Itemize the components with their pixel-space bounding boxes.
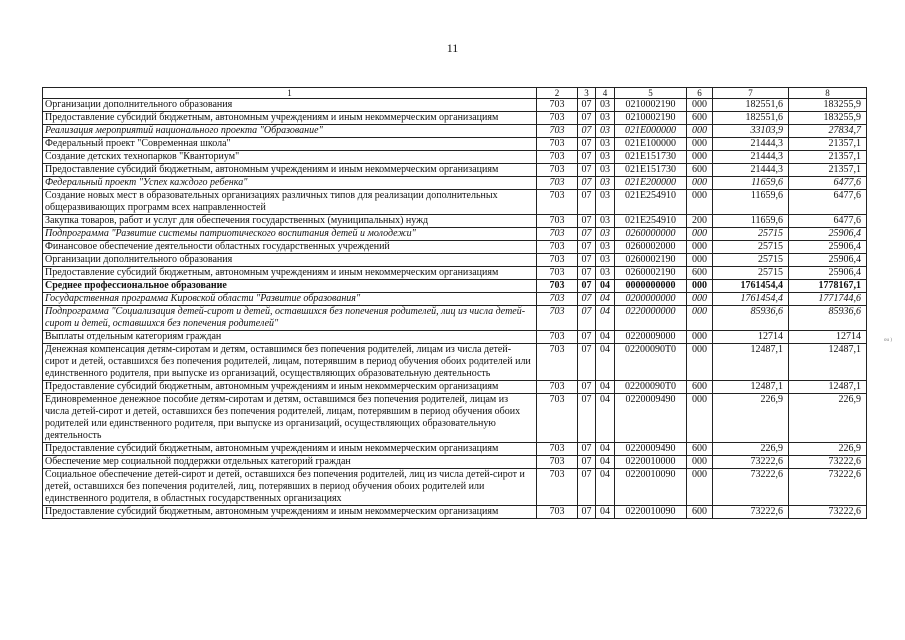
subsection-code-cell: 04 [596, 306, 615, 331]
subsection-code-cell: 04 [596, 344, 615, 381]
amount-year2-cell: 21357,1 [789, 138, 867, 151]
target-item-code-cell: 0220010000 [615, 456, 687, 469]
section-code-cell: 07 [578, 99, 596, 112]
section-code-cell: 07 [578, 254, 596, 267]
target-item-code-cell: 0220009000 [615, 331, 687, 344]
row-name-cell: Выплаты отдельным категориям граждан [43, 331, 537, 344]
amount-year1-cell: 73222,6 [713, 456, 789, 469]
section-code-cell: 07 [578, 125, 596, 138]
table-row [43, 506, 867, 519]
amount-year1-cell: 226,9 [713, 394, 789, 443]
section-code-cell: 07 [578, 331, 596, 344]
amount-year1-cell: 21444,3 [713, 164, 789, 177]
page-number: 11 [446, 41, 459, 55]
amount-year1-cell: 11659,6 [713, 190, 789, 215]
amount-year2-cell: 85936,6 [789, 306, 867, 331]
row-name-cell: Организации дополнительного образования [43, 254, 537, 267]
amount-year2-cell: 73222,6 [789, 469, 867, 506]
row-name-cell: Реализация мероприятий национального проекта "Образование" [43, 125, 537, 138]
table-row [43, 267, 867, 280]
amount-year1-cell: 11659,6 [713, 215, 789, 228]
expense-type-code-cell: 000 [687, 241, 713, 254]
row-name-cell: Среднее профессиональное образование [43, 280, 537, 293]
row-name-cell: Социальное обеспечение детей-сирот и детей, оставшихся без попечения родителей, лиц из числа детей-сирот и детей, оставшихся без попечения родителей, лиц, потерявших в период обучения обоих родителей или единственного родителя, в областных государственных организациях [43, 469, 537, 506]
section-code-cell: 07 [578, 267, 596, 280]
table-row [43, 344, 867, 381]
section-code-cell: 07 [578, 344, 596, 381]
table-row [43, 306, 867, 331]
subsection-code-cell: 03 [596, 112, 615, 125]
amount-year2-cell: 12487,1 [789, 381, 867, 394]
subsection-code-cell: 03 [596, 267, 615, 280]
expense-type-code-cell: 000 [687, 280, 713, 293]
amount-year1-cell: 33103,9 [713, 125, 789, 138]
target-item-code-cell: 021E254910 [615, 190, 687, 215]
amount-year2-cell: 12714 [789, 331, 867, 344]
expense-type-code-cell: 000 [687, 331, 713, 344]
row-name-cell: Предоставление субсидий бюджетным, автономным учреждениям и иным некоммерческим организациям [43, 164, 537, 177]
section-code-cell: 07 [578, 381, 596, 394]
subsection-code-cell: 04 [596, 469, 615, 506]
amount-year1-cell: 182551,6 [713, 112, 789, 125]
section-code-cell: 07 [578, 469, 596, 506]
side-mark: ou ) [884, 338, 892, 343]
table-row [43, 125, 867, 138]
amount-year1-cell: 25715 [713, 241, 789, 254]
target-item-code-cell: 021E200000 [615, 177, 687, 190]
expense-type-code-cell: 200 [687, 215, 713, 228]
amount-year1-cell: 12487,1 [713, 344, 789, 381]
expense-type-code-cell: 600 [687, 443, 713, 456]
subsection-code-cell: 04 [596, 331, 615, 344]
ministry-code-cell: 703 [537, 215, 578, 228]
subsection-code-cell: 03 [596, 177, 615, 190]
ministry-code-cell: 703 [537, 331, 578, 344]
target-item-code-cell: 0260002190 [615, 267, 687, 280]
ministry-code-cell: 703 [537, 99, 578, 112]
table-row [43, 241, 867, 254]
section-code-cell: 07 [578, 215, 596, 228]
row-name-cell: Создание детских технопарков "Кванториум" [43, 151, 537, 164]
column-header: 8 [789, 88, 867, 99]
section-code-cell: 07 [578, 394, 596, 443]
subsection-code-cell: 03 [596, 241, 615, 254]
table-row [43, 190, 867, 215]
row-name-cell: Единовременное денежное пособие детям-сиротам и детям, оставшимся без попечения родителей, лицам из числа детей-сирот и детей, оставшихся без попечения родителей, лицам, потерявшим в период обучения обоих родителей или единственного родителя, при выпуске из организаций, осуществляющих образовательную деятельность [43, 394, 537, 443]
ministry-code-cell: 703 [537, 469, 578, 506]
ministry-code-cell: 703 [537, 394, 578, 443]
table-row [43, 443, 867, 456]
budget-table [42, 87, 867, 519]
row-name-cell: Федеральный проект "Успех каждого ребенка" [43, 177, 537, 190]
ministry-code-cell: 703 [537, 254, 578, 267]
subsection-code-cell: 03 [596, 151, 615, 164]
amount-year1-cell: 25715 [713, 254, 789, 267]
target-item-code-cell: 0210002190 [615, 99, 687, 112]
amount-year2-cell: 183255,9 [789, 99, 867, 112]
ministry-code-cell: 703 [537, 267, 578, 280]
section-code-cell: 07 [578, 138, 596, 151]
ministry-code-cell: 703 [537, 506, 578, 519]
subsection-code-cell: 04 [596, 394, 615, 443]
amount-year2-cell: 25906,4 [789, 267, 867, 280]
section-code-cell: 07 [578, 443, 596, 456]
expense-type-code-cell: 000 [687, 344, 713, 381]
target-item-code-cell: 0220010090 [615, 469, 687, 506]
row-name-cell: Финансовое обеспечение деятельности областных государственных учреждений [43, 241, 537, 254]
table-row [43, 138, 867, 151]
ministry-code-cell: 703 [537, 280, 578, 293]
table-row [43, 164, 867, 177]
expense-type-code-cell: 000 [687, 469, 713, 506]
expense-type-code-cell: 000 [687, 228, 713, 241]
expense-type-code-cell: 600 [687, 267, 713, 280]
amount-year2-cell: 6477,6 [789, 177, 867, 190]
section-code-cell: 07 [578, 164, 596, 177]
amount-year2-cell: 226,9 [789, 394, 867, 443]
table-row [43, 99, 867, 112]
amount-year1-cell: 25715 [713, 267, 789, 280]
table-row [43, 394, 867, 443]
subsection-code-cell: 03 [596, 125, 615, 138]
row-name-cell: Государственная программа Кировской области "Развитие образования" [43, 293, 537, 306]
amount-year2-cell: 1771744,6 [789, 293, 867, 306]
row-name-cell: Предоставление субсидий бюджетным, автономным учреждениям и иным некоммерческим организациям [43, 381, 537, 394]
subsection-code-cell: 03 [596, 164, 615, 177]
row-name-cell: Федеральный проект "Современная школа" [43, 138, 537, 151]
section-code-cell: 07 [578, 293, 596, 306]
target-item-code-cell: 0260002000 [615, 241, 687, 254]
section-code-cell: 07 [578, 112, 596, 125]
expense-type-code-cell: 000 [687, 306, 713, 331]
amount-year1-cell: 11659,6 [713, 177, 789, 190]
section-code-cell: 07 [578, 306, 596, 331]
ministry-code-cell: 703 [537, 164, 578, 177]
row-name-cell: Создание новых мест в образовательных организациях различных типов для реализации дополнительных общеразвивающих программ всех направленностей [43, 190, 537, 215]
table-row [43, 381, 867, 394]
expense-type-code-cell: 000 [687, 394, 713, 443]
target-item-code-cell: 02200090Т0 [615, 344, 687, 381]
column-header: 7 [713, 88, 789, 99]
target-item-code-cell: 021E000000 [615, 125, 687, 138]
subsection-code-cell: 03 [596, 138, 615, 151]
ministry-code-cell: 703 [537, 138, 578, 151]
amount-year1-cell: 226,9 [713, 443, 789, 456]
expense-type-code-cell: 600 [687, 112, 713, 125]
ministry-code-cell: 703 [537, 306, 578, 331]
table-row [43, 331, 867, 344]
column-number-row [43, 88, 867, 99]
amount-year1-cell: 21444,3 [713, 138, 789, 151]
ministry-code-cell: 703 [537, 112, 578, 125]
expense-type-code-cell: 000 [687, 254, 713, 267]
row-name-cell: Предоставление субсидий бюджетным, автономным учреждениям и иным некоммерческим организациям [43, 506, 537, 519]
row-name-cell: Организации дополнительного образования [43, 99, 537, 112]
section-code-cell: 07 [578, 456, 596, 469]
target-item-code-cell: 0220009490 [615, 394, 687, 443]
subsection-code-cell: 03 [596, 99, 615, 112]
target-item-code-cell: 02200090Т0 [615, 381, 687, 394]
table-row [43, 177, 867, 190]
column-header: 3 [578, 88, 596, 99]
target-item-code-cell: 0260002190 [615, 254, 687, 267]
amount-year1-cell: 73222,6 [713, 469, 789, 506]
amount-year2-cell: 6477,6 [789, 190, 867, 215]
ministry-code-cell: 703 [537, 381, 578, 394]
amount-year2-cell: 73222,6 [789, 456, 867, 469]
target-item-code-cell: 021E151730 [615, 151, 687, 164]
section-code-cell: 07 [578, 228, 596, 241]
expense-type-code-cell: 000 [687, 99, 713, 112]
subsection-code-cell: 04 [596, 456, 615, 469]
expense-type-code-cell: 000 [687, 138, 713, 151]
table-row [43, 254, 867, 267]
table-body [43, 99, 867, 519]
subsection-code-cell: 03 [596, 254, 615, 267]
row-name-cell: Подпрограмма "Развитие системы патриотического воспитания детей и молодежи" [43, 228, 537, 241]
amount-year1-cell: 25715 [713, 228, 789, 241]
amount-year2-cell: 25906,4 [789, 228, 867, 241]
expense-type-code-cell: 000 [687, 456, 713, 469]
expense-type-code-cell: 000 [687, 125, 713, 138]
expense-type-code-cell: 000 [687, 177, 713, 190]
section-code-cell: 07 [578, 280, 596, 293]
subsection-code-cell: 04 [596, 293, 615, 306]
amount-year1-cell: 12487,1 [713, 381, 789, 394]
table-row [43, 228, 867, 241]
amount-year1-cell: 1761454,4 [713, 293, 789, 306]
target-item-code-cell: 0220010090 [615, 506, 687, 519]
row-name-cell: Предоставление субсидий бюджетным, автономным учреждениям и иным некоммерческим организациям [43, 443, 537, 456]
table-row [43, 151, 867, 164]
target-item-code-cell: 0200000000 [615, 293, 687, 306]
table-row [43, 215, 867, 228]
ministry-code-cell: 703 [537, 125, 578, 138]
section-code-cell: 07 [578, 241, 596, 254]
amount-year2-cell: 25906,4 [789, 254, 867, 267]
expense-type-code-cell: 600 [687, 506, 713, 519]
row-name-cell: Подпрограмма "Социализация детей-сирот и детей, оставшихся без попечения родителей, лиц из числа детей-сирот и детей, оставшихся без попечения родителей" [43, 306, 537, 331]
column-header: 6 [687, 88, 713, 99]
subsection-code-cell: 03 [596, 228, 615, 241]
ministry-code-cell: 703 [537, 177, 578, 190]
expense-type-code-cell: 600 [687, 164, 713, 177]
amount-year2-cell: 73222,6 [789, 506, 867, 519]
target-item-code-cell: 0000000000 [615, 280, 687, 293]
target-item-code-cell: 0260000000 [615, 228, 687, 241]
ministry-code-cell: 703 [537, 293, 578, 306]
row-name-cell: Предоставление субсидий бюджетным, автономным учреждениям и иным некоммерческим организациям [43, 112, 537, 125]
amount-year2-cell: 25906,4 [789, 241, 867, 254]
ministry-code-cell: 703 [537, 228, 578, 241]
amount-year1-cell: 182551,6 [713, 99, 789, 112]
expense-type-code-cell: 000 [687, 293, 713, 306]
amount-year2-cell: 21357,1 [789, 164, 867, 177]
amount-year2-cell: 183255,9 [789, 112, 867, 125]
amount-year2-cell: 6477,6 [789, 215, 867, 228]
target-item-code-cell: 021E151730 [615, 164, 687, 177]
row-name-cell: Предоставление субсидий бюджетным, автономным учреждениям и иным некоммерческим организациям [43, 267, 537, 280]
subsection-code-cell: 03 [596, 190, 615, 215]
amount-year2-cell: 27834,7 [789, 125, 867, 138]
table-row [43, 293, 867, 306]
subsection-code-cell: 04 [596, 443, 615, 456]
target-item-code-cell: 0210002190 [615, 112, 687, 125]
row-name-cell: Закупка товаров, работ и услуг для обеспечения государственных (муниципальных) нужд [43, 215, 537, 228]
target-item-code-cell: 0220009490 [615, 443, 687, 456]
expense-type-code-cell: 000 [687, 190, 713, 215]
amount-year2-cell: 12487,1 [789, 344, 867, 381]
subsection-code-cell: 04 [596, 506, 615, 519]
target-item-code-cell: 0220000000 [615, 306, 687, 331]
section-code-cell: 07 [578, 506, 596, 519]
amount-year2-cell: 1778167,1 [789, 280, 867, 293]
amount-year1-cell: 85936,6 [713, 306, 789, 331]
section-code-cell: 07 [578, 190, 596, 215]
table-row [43, 469, 867, 506]
ministry-code-cell: 703 [537, 344, 578, 381]
ministry-code-cell: 703 [537, 241, 578, 254]
target-item-code-cell: 021E100000 [615, 138, 687, 151]
ministry-code-cell: 703 [537, 443, 578, 456]
column-header: 2 [537, 88, 578, 99]
ministry-code-cell: 703 [537, 456, 578, 469]
column-header: 1 [43, 88, 537, 99]
ministry-code-cell: 703 [537, 190, 578, 215]
subsection-code-cell: 04 [596, 381, 615, 394]
row-name-cell: Обеспечение мер социальной поддержки отдельных категорий граждан [43, 456, 537, 469]
ministry-code-cell: 703 [537, 151, 578, 164]
expense-type-code-cell: 000 [687, 151, 713, 164]
amount-year1-cell: 12714 [713, 331, 789, 344]
subsection-code-cell: 03 [596, 215, 615, 228]
amount-year2-cell: 21357,1 [789, 151, 867, 164]
subsection-code-cell: 04 [596, 280, 615, 293]
section-code-cell: 07 [578, 151, 596, 164]
table-row [43, 280, 867, 293]
column-header: 4 [596, 88, 615, 99]
column-header: 5 [615, 88, 687, 99]
table-row [43, 456, 867, 469]
amount-year1-cell: 1761454,4 [713, 280, 789, 293]
amount-year2-cell: 226,9 [789, 443, 867, 456]
amount-year1-cell: 73222,6 [713, 506, 789, 519]
amount-year1-cell: 21444,3 [713, 151, 789, 164]
row-name-cell: Денежная компенсация детям-сиротам и детям, оставшимся без попечения родителей, лицам из числа детей-сирот и детей, оставшихся без попечения родителей, лицам, потерявшим в период обучения обоих родителей или единственного родителя, при выпуске из организаций, осуществляющих образовательную деятельность [43, 344, 537, 381]
section-code-cell: 07 [578, 177, 596, 190]
table-row [43, 112, 867, 125]
expense-type-code-cell: 600 [687, 381, 713, 394]
target-item-code-cell: 021E254910 [615, 215, 687, 228]
